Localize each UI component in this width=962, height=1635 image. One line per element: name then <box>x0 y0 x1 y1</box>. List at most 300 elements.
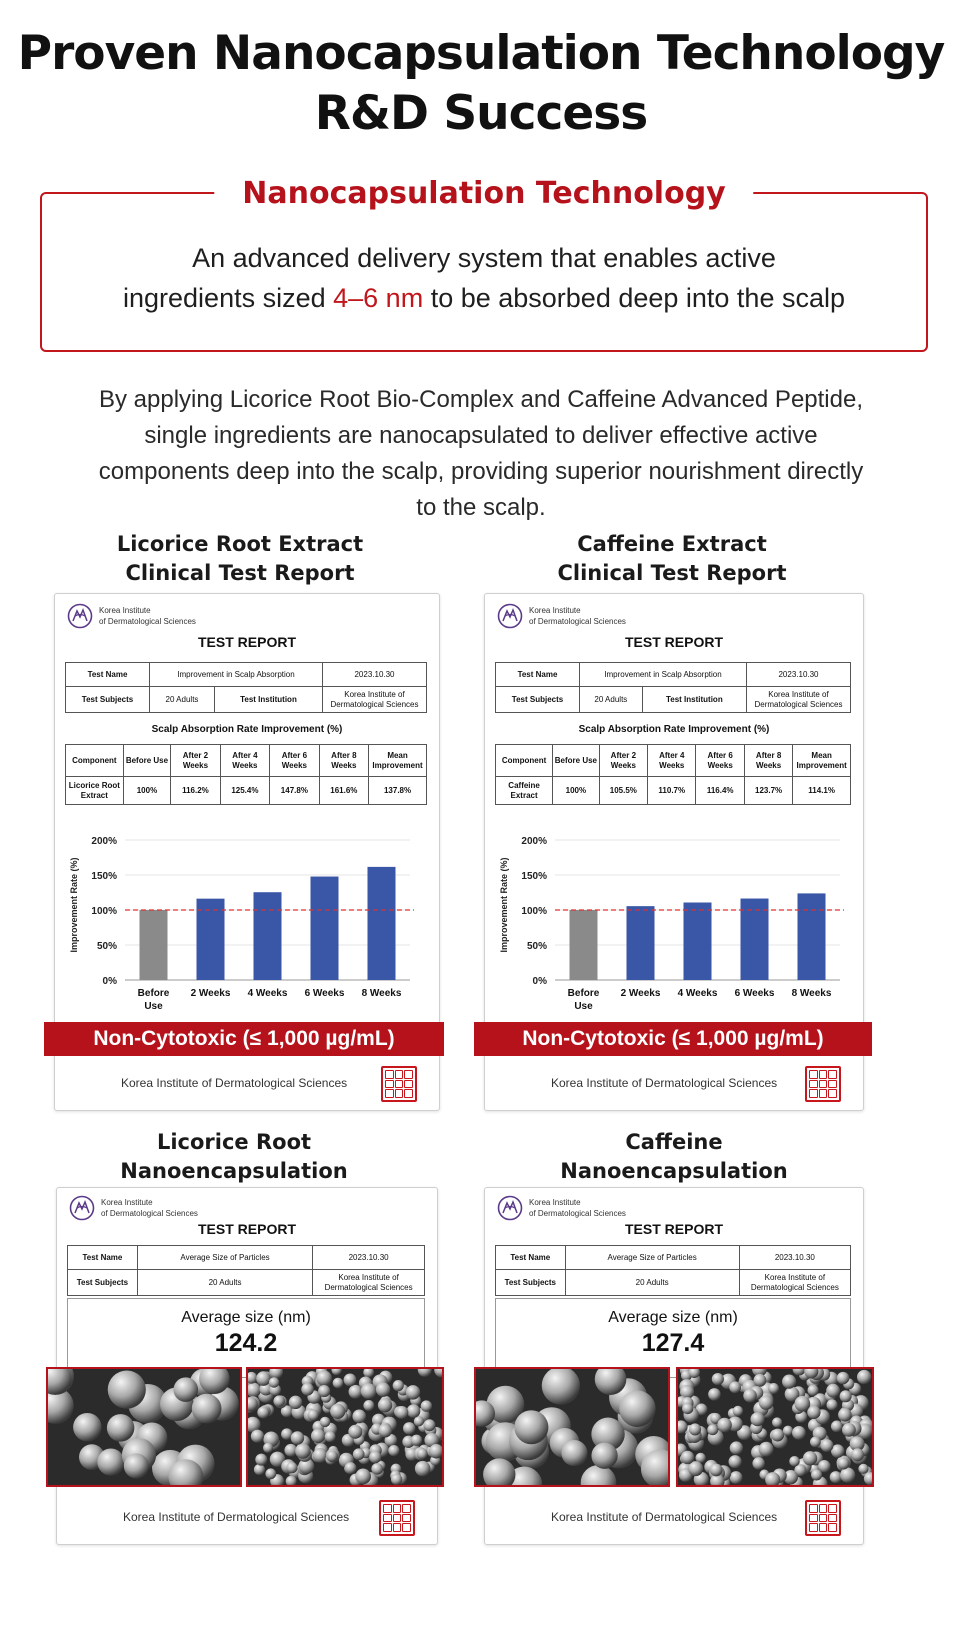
sem-particle <box>689 1423 701 1435</box>
test-info-table <box>495 1245 851 1296</box>
sem-particle <box>681 1451 694 1464</box>
institute-footer: Korea Institute of Dermatological Sciences <box>121 1076 348 1090</box>
test-name-label: Test Name <box>68 1246 138 1270</box>
info-row-subjects <box>68 1270 425 1296</box>
x-tick-label: 2 Weeks <box>620 988 661 999</box>
sem-particle <box>754 1374 767 1387</box>
rates-header: Mean Improvement <box>793 745 851 777</box>
title-line-1: Caffeine <box>625 1130 723 1154</box>
rates-header: After 6 Weeks <box>696 745 744 777</box>
title-line-1: Caffeine Extract <box>577 532 767 556</box>
official-seal-icon <box>381 1066 417 1102</box>
sem-particle <box>316 1371 332 1387</box>
sem-particle <box>363 1400 374 1411</box>
bar-week-2 <box>197 899 225 980</box>
logo-line: Korea Institute <box>101 1198 153 1207</box>
test-name-label: Test Name <box>66 663 150 687</box>
institute-footer: Korea Institute of Dermatological Sciences <box>551 1076 778 1090</box>
rate-value: 137.8% <box>369 777 427 805</box>
sem-particle <box>743 1389 757 1403</box>
seal-glyph <box>819 1070 828 1079</box>
sem-particle <box>174 1377 199 1402</box>
sem-particle <box>251 1430 264 1443</box>
sem-particle <box>783 1426 793 1436</box>
sem-particle <box>730 1441 743 1454</box>
sem-particle <box>417 1448 428 1459</box>
info-row-name <box>496 663 851 687</box>
sem-particle <box>255 1454 267 1466</box>
institute-emblem-icon <box>67 603 93 629</box>
headline-line-1: Proven Nanocapsulation Technology <box>17 26 945 81</box>
rates-caption: Scalp Absorption Rate Improvement (%) <box>151 724 343 735</box>
chart-svg <box>55 830 435 1020</box>
info-row-name <box>66 663 427 687</box>
logo-line: of Dermatological Sciences <box>99 617 196 626</box>
y-tick-label: 100% <box>91 906 117 917</box>
sem-particle <box>345 1462 357 1474</box>
y-tick-label: 150% <box>521 871 547 882</box>
average-size-value: 127.4 <box>641 1329 705 1357</box>
sem-particle <box>733 1406 743 1416</box>
x-tick-line: Before <box>137 988 170 999</box>
seal-glyph <box>395 1089 404 1098</box>
rate-value: 114.1% <box>793 777 851 805</box>
sem-particle <box>378 1424 392 1438</box>
report-title: TEST REPORT <box>624 634 723 650</box>
caffeine-clinical-title <box>482 530 862 588</box>
non-cytotoxic-banner-licorice: Non-Cytotoxic (≤ 1,000 µg/mL) <box>44 1022 444 1056</box>
sem-particle <box>730 1471 743 1484</box>
rates-header: After 8 Weeks <box>319 745 368 777</box>
headline-line-2: R&D Success <box>314 86 648 141</box>
y-tick-label: 200% <box>521 836 547 847</box>
caffeine-sem-image-small <box>676 1367 874 1487</box>
sem-particle <box>295 1443 311 1459</box>
sem-particle <box>291 1431 304 1444</box>
sem-particle <box>352 1409 366 1423</box>
sem-particle <box>361 1383 377 1399</box>
y-tick-label: 150% <box>91 871 117 882</box>
sem-particle <box>803 1451 817 1465</box>
rates-header: Before Use <box>123 745 170 777</box>
caffeine-nano-title <box>484 1128 864 1186</box>
x-tick-label: 2 Weeks <box>190 988 231 999</box>
sem-particle <box>369 1451 381 1463</box>
nanocapsulation-line-2 <box>42 278 926 318</box>
title-line-1: Licorice Root Extract <box>116 532 364 556</box>
sem-particle <box>107 1414 135 1442</box>
seal-glyph <box>404 1089 413 1098</box>
seal-glyph <box>402 1523 411 1532</box>
bar-week-8 <box>368 867 396 980</box>
seal-glyph <box>819 1504 828 1513</box>
logo-line: of Dermatological Sciences <box>529 617 626 626</box>
sem-particle <box>348 1425 362 1439</box>
rates-value-row <box>496 777 851 805</box>
rate-value: 100% <box>123 777 170 805</box>
sem-particle <box>403 1422 415 1434</box>
report-title: TEST REPORT <box>624 1221 723 1237</box>
sem-particle <box>311 1429 325 1443</box>
test-name-value: Average Size of Particles <box>565 1246 739 1270</box>
test-subjects-label: Test Subjects <box>496 687 580 713</box>
rate-value: 110.7% <box>648 777 696 805</box>
sem-particle <box>406 1385 420 1399</box>
nanocapsulation-title: Nanocapsulation Technology <box>214 174 753 214</box>
sem-particle <box>393 1380 404 1391</box>
sem-particle <box>391 1474 402 1485</box>
bar-week-2 <box>627 906 655 980</box>
bar-before-use <box>140 910 168 980</box>
sem-particle <box>837 1457 849 1469</box>
seal-glyph <box>828 1089 837 1098</box>
x-tick-label: 6 Weeks <box>734 988 775 999</box>
sem-particle <box>771 1429 784 1442</box>
rate-value: 161.6% <box>319 777 368 805</box>
average-size-label: Average size (nm) <box>608 1309 738 1326</box>
sem-particle <box>353 1448 365 1460</box>
seal-glyph <box>404 1070 413 1079</box>
sem-particle <box>858 1464 868 1474</box>
rates-header: Mean Improvement <box>369 745 427 777</box>
bar-week-4 <box>684 903 712 980</box>
sem-particle <box>561 1440 587 1466</box>
nanocapsulation-description <box>42 238 926 318</box>
sem-particle <box>794 1396 810 1412</box>
average-size-box <box>67 1298 425 1378</box>
seal-glyph <box>393 1514 402 1523</box>
caffeine-nano-report-card <box>484 1187 864 1545</box>
sem-particle <box>108 1371 146 1409</box>
logo-line: of Dermatological Sciences <box>101 1209 198 1218</box>
average-size-value: 124.2 <box>214 1329 278 1357</box>
sem-particle <box>307 1409 318 1420</box>
sem-particle <box>257 1406 269 1418</box>
seal-glyph <box>395 1070 404 1079</box>
sem-particle <box>729 1455 742 1468</box>
average-size-label: Average size (nm) <box>181 1309 311 1326</box>
sem-particle <box>807 1406 820 1419</box>
institute-emblem-icon <box>497 1195 523 1221</box>
line-2-prefix: ingredients sized <box>123 283 334 313</box>
title-line-2: Nanoencapsulation <box>560 1159 788 1183</box>
sem-particle <box>682 1403 693 1414</box>
institute-footer: Korea Institute of Dermatological Sciences <box>123 1510 350 1524</box>
test-institution-label: Test Institution <box>642 687 746 713</box>
rates-header: Before Use <box>553 745 599 777</box>
sem-particle <box>286 1462 297 1473</box>
line-2-suffix: to be absorbed deep into the scalp <box>423 283 845 313</box>
sem-particle <box>759 1395 774 1410</box>
x-tick-label: 6 Weeks <box>304 988 345 999</box>
sem-particle <box>837 1372 850 1385</box>
sem-particle <box>192 1394 222 1424</box>
sem-particle <box>330 1404 345 1419</box>
absorption-rates-table <box>65 744 427 805</box>
sem-particle <box>789 1456 800 1467</box>
component-name: Licorice Root Extract <box>66 777 124 805</box>
logo-line: of Dermatological Sciences <box>529 1209 626 1218</box>
rate-value: 125.4% <box>220 777 269 805</box>
x-tick-label <box>138 988 170 1012</box>
licorice-sem-image-small <box>246 1367 444 1487</box>
institute-logo <box>67 602 196 630</box>
title-line-1: Licorice Root <box>156 1130 312 1154</box>
institute-logo-text <box>99 605 196 627</box>
sem-particle <box>717 1418 732 1433</box>
seal-glyph <box>819 1089 828 1098</box>
sem-particle <box>265 1468 276 1479</box>
institute-logo <box>497 602 626 630</box>
title-line-2: Clinical Test Report <box>125 561 355 585</box>
sem-particle <box>355 1469 371 1485</box>
licorice-nano-title <box>44 1128 424 1186</box>
info-row-subjects <box>496 687 851 713</box>
x-tick-line: Use <box>574 1001 593 1012</box>
x-tick-line: Before <box>567 988 600 999</box>
seal-glyph <box>819 1523 828 1532</box>
rates-header: After 2 Weeks <box>599 745 647 777</box>
test-name-value: Average Size of Particles <box>137 1246 312 1270</box>
seal-glyph <box>809 1514 818 1523</box>
sem-particle <box>851 1448 864 1461</box>
test-info-table <box>495 662 851 713</box>
test-info-table <box>65 662 427 713</box>
sem-particle <box>269 1377 279 1387</box>
info-row-subjects <box>496 1270 851 1296</box>
sem-particle <box>325 1431 336 1442</box>
test-subjects-value: 20 Adults <box>150 687 215 713</box>
y-tick-label: 100% <box>521 906 547 917</box>
rates-header-row <box>496 745 851 777</box>
seal-glyph <box>383 1504 392 1513</box>
institute-logo-text <box>529 1197 626 1219</box>
title-line-2: Clinical Test Report <box>557 561 787 585</box>
title-line-2: Nanoencapsulation <box>120 1159 348 1183</box>
component-name: Caffeine Extract <box>496 777 553 805</box>
bar-week-6 <box>741 899 769 980</box>
test-date: 2023.10.30 <box>747 663 851 687</box>
seal-glyph <box>828 1070 837 1079</box>
seal-glyph <box>402 1514 411 1523</box>
institute-logo-text <box>529 605 626 627</box>
sem-particle <box>782 1374 796 1388</box>
sem-particle <box>411 1435 422 1446</box>
sem-particle <box>344 1373 357 1386</box>
seal-glyph <box>809 1504 818 1513</box>
licorice-nano-report-card <box>56 1187 438 1545</box>
sem-particle <box>256 1371 271 1386</box>
sem-particle <box>591 1443 617 1469</box>
sem-particle <box>818 1460 830 1472</box>
sem-particle <box>831 1421 843 1433</box>
official-seal-icon <box>379 1500 415 1536</box>
seal-glyph <box>385 1070 394 1079</box>
sem-particle <box>333 1378 344 1389</box>
sem-particle <box>840 1467 855 1482</box>
test-subjects-value: 20 Adults <box>565 1270 739 1296</box>
licorice-sem-image-large <box>46 1367 242 1487</box>
rate-value: 147.8% <box>270 777 319 805</box>
caffeine-sem-image-large <box>474 1367 670 1487</box>
test-subjects-label: Test Subjects <box>496 1270 566 1296</box>
seal-glyph <box>395 1080 404 1089</box>
test-subjects-label: Test Subjects <box>68 1270 138 1296</box>
sem-particle <box>318 1385 330 1397</box>
seal-glyph <box>383 1523 392 1532</box>
seal-glyph <box>385 1089 394 1098</box>
sem-particle <box>821 1439 834 1452</box>
x-tick-label <box>568 988 600 1012</box>
test-info-table <box>67 1245 425 1296</box>
sem-particle <box>768 1383 779 1394</box>
seal-glyph <box>383 1514 392 1523</box>
seal-glyph <box>404 1080 413 1089</box>
rates-value-row <box>66 777 427 805</box>
logo-line: Korea Institute <box>529 1198 581 1207</box>
rates-header: After 4 Weeks <box>648 745 696 777</box>
seal-glyph <box>393 1523 402 1532</box>
sem-particle <box>289 1396 302 1409</box>
institute-logo-text <box>101 1197 198 1219</box>
sem-particle <box>407 1404 421 1418</box>
institute-footer: Korea Institute of Dermatological Sciences <box>551 1510 778 1524</box>
nanocapsulation-box <box>40 176 928 352</box>
sem-particle <box>857 1370 871 1384</box>
rates-header-row <box>66 745 427 777</box>
sem-particle <box>388 1445 399 1456</box>
absorption-rates-table <box>495 744 851 805</box>
rates-header: After 2 Weeks <box>171 745 220 777</box>
y-tick-label: 200% <box>91 836 117 847</box>
sem-particle <box>371 1463 383 1475</box>
nanocapsulation-line-1: An advanced delivery system that enables active <box>192 243 776 273</box>
y-axis-label: Improvement Rate (%) <box>499 857 509 953</box>
bar-week-6 <box>311 877 339 980</box>
y-tick-label: 0% <box>532 976 547 987</box>
intro-paragraph: By applying Licorice Root Bio-Complex and Caffeine Advanced Peptide, single ingredients are nanocapsulated to deliver effective active components deep into the scalp, providing superior nourishment directly to the scalp. <box>98 386 864 521</box>
non-cytotoxic-banner-caffeine: Non-Cytotoxic (≤ 1,000 µg/mL) <box>474 1022 872 1056</box>
sem-particle <box>326 1450 337 1461</box>
sem-particle <box>514 1410 548 1444</box>
x-tick-label: 8 Weeks <box>791 988 832 999</box>
sem-particle <box>842 1423 856 1437</box>
rate-value: 116.4% <box>696 777 744 805</box>
chart-svg <box>485 830 865 1020</box>
rates-caption: Scalp Absorption Rate Improvement (%) <box>578 724 770 735</box>
test-subjects-value: 20 Adults <box>580 687 643 713</box>
licorice-clinical-title <box>50 530 430 588</box>
y-axis-label: Improvement Rate (%) <box>69 857 79 953</box>
improvement-bar-chart <box>485 830 863 1020</box>
rates-header: After 4 Weeks <box>220 745 269 777</box>
sem-particle <box>320 1417 330 1427</box>
sem-particle <box>124 1453 149 1478</box>
sem-particle <box>423 1419 435 1431</box>
test-date: 2023.10.30 <box>739 1246 850 1270</box>
test-institution-value: Korea Institute of Dermatological Sciences <box>747 687 851 713</box>
y-tick-label: 0% <box>102 976 117 987</box>
sem-particle <box>712 1373 724 1385</box>
sem-particle <box>710 1464 723 1477</box>
sem-particle <box>421 1400 432 1411</box>
bar-week-8 <box>798 893 826 980</box>
average-size-box <box>495 1298 851 1378</box>
sem-particle <box>97 1449 124 1476</box>
report-title: TEST REPORT <box>197 634 296 650</box>
rate-value: 100% <box>553 777 599 805</box>
rates-header: After 8 Weeks <box>744 745 792 777</box>
official-seal-icon <box>805 1500 841 1536</box>
sem-particle <box>792 1426 806 1440</box>
sem-particle <box>840 1390 852 1402</box>
sem-particle <box>73 1413 101 1441</box>
seal-glyph <box>385 1080 394 1089</box>
sem-particle <box>301 1383 314 1396</box>
institute-logo <box>497 1194 626 1222</box>
rate-value: 105.5% <box>599 777 647 805</box>
report-title: TEST REPORT <box>197 1221 296 1237</box>
seal-glyph <box>809 1070 818 1079</box>
institute-emblem-icon <box>69 1195 95 1221</box>
x-tick-label: 4 Weeks <box>677 988 718 999</box>
test-institution-value: Korea Institute of Dermatological Sciences <box>313 1270 425 1296</box>
sem-particle <box>750 1412 764 1426</box>
test-subjects-label: Test Subjects <box>66 687 150 713</box>
seal-glyph <box>828 1523 837 1532</box>
logo-line: Korea Institute <box>529 606 581 615</box>
seal-glyph <box>393 1504 402 1513</box>
y-tick-label: 50% <box>96 941 117 952</box>
test-name-value: Improvement in Scalp Absorption <box>150 663 323 687</box>
y-tick-label: 50% <box>526 941 547 952</box>
rates-header: After 6 Weeks <box>270 745 319 777</box>
seal-glyph <box>809 1089 818 1098</box>
institute-emblem-icon <box>497 603 523 629</box>
test-subjects-value: 20 Adults <box>137 1270 312 1296</box>
rate-value: 116.2% <box>171 777 220 805</box>
official-seal-icon <box>805 1066 841 1102</box>
seal-glyph <box>828 1504 837 1513</box>
rates-header: Component <box>496 745 553 777</box>
x-tick-line: Use <box>144 1001 163 1012</box>
seal-glyph <box>828 1080 837 1089</box>
test-date: 2023.10.30 <box>313 1246 425 1270</box>
sem-particle <box>619 1391 655 1427</box>
improvement-bar-chart <box>55 830 439 1020</box>
sem-particle <box>826 1384 840 1398</box>
sem-particle <box>395 1406 408 1419</box>
sem-particle <box>273 1395 284 1406</box>
sem-particle <box>808 1385 819 1396</box>
sem-particle <box>708 1388 721 1401</box>
test-name-label: Test Name <box>496 1246 566 1270</box>
institute-logo <box>69 1194 198 1222</box>
sem-particle <box>376 1382 390 1396</box>
page-headline <box>0 24 962 144</box>
bar-before-use <box>570 910 598 980</box>
rates-header: Component <box>66 745 124 777</box>
seal-glyph <box>819 1514 828 1523</box>
test-date: 2023.10.30 <box>323 663 427 687</box>
bar-week-4 <box>254 892 282 980</box>
test-institution-value: Korea Institute of Dermatological Sciences <box>739 1270 850 1296</box>
test-institution-value: Korea Institute of Dermatological Sciences <box>323 687 427 713</box>
sem-particle <box>838 1408 852 1422</box>
info-row-subjects <box>66 687 427 713</box>
seal-glyph <box>819 1080 828 1089</box>
size-highlight: 4–6 nm <box>333 283 424 313</box>
